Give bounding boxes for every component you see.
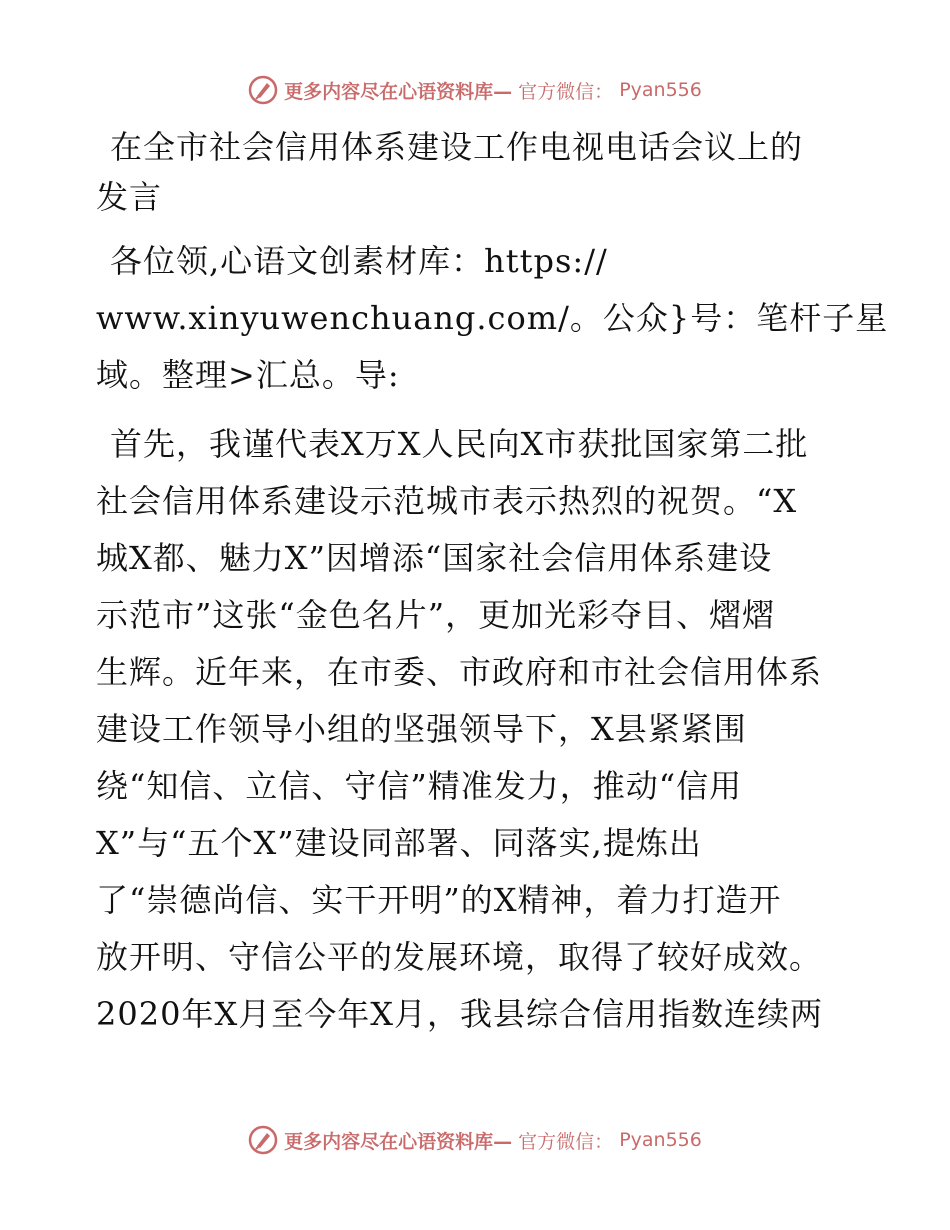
pen-seal-icon — [248, 75, 278, 105]
title-line: 发言 — [96, 178, 163, 216]
footer-banner — [0, 1120, 950, 1160]
title-line: 在全市社会信用体系建设工作电视电话会议上的 — [110, 128, 804, 166]
body-paragraph — [96, 416, 856, 1043]
banner-wechat-id: Pyan556 — [619, 1129, 702, 1151]
paragraph-line: 城X都、魅力X”因增添“国家社会信用体系建设 — [96, 539, 773, 577]
banner-wechat-id: Pyan556 — [619, 79, 702, 101]
header-banner — [0, 70, 950, 110]
banner-text: 更多内容尽在心语资料库— — [284, 80, 513, 103]
document-title — [96, 122, 856, 222]
paragraph-line: 生辉。近年来，在市委、市政府和市社会信用体系 — [96, 653, 823, 691]
paragraph-line: 建设工作领导小组的坚强领导下，X县紧紧围 — [96, 710, 747, 748]
paragraph-line: 示范市”这张“金色名片”，更加光彩夺目、熠熠 — [96, 596, 776, 634]
document-body — [96, 122, 889, 1043]
banner-wechat-label: 官方微信： — [518, 1130, 614, 1153]
paragraph-line: X”与“五个X”建设同部署、同落实,提炼出 — [96, 824, 702, 862]
paragraph-line: 放开明、守信公平的发展环境，取得了较好成效。 — [96, 938, 823, 976]
paragraph-line: 各位领,心语文创素材库：https:// — [110, 242, 608, 280]
banner-wechat-label: 官方微信： — [518, 80, 614, 103]
paragraph-line: www.xinyuwenchuang.com/。公众}号：笔杆子星 — [96, 299, 889, 337]
banner-text: 更多内容尽在心语资料库— — [284, 1130, 513, 1153]
paragraph-line: 域。整理>汇总。导: — [96, 356, 400, 394]
paragraph-line: 社会信用体系建设示范城市表示热烈的祝贺。“X — [96, 482, 798, 520]
paragraph-line: 2020年X月至今年X月，我县综合信用指数连续两 — [96, 995, 824, 1033]
pen-seal-icon — [248, 1125, 278, 1155]
paragraph-line: 绕“知信、立信、守信”精准发力，推动“信用 — [96, 767, 743, 805]
greeting-paragraph — [96, 233, 889, 404]
paragraph-line: 了“崇德尚信、实干开明”的X精神，着力打造开 — [96, 881, 782, 919]
paragraph-line: 首先，我谨代表X万X人民向X市获批国家第二批 — [110, 425, 809, 463]
